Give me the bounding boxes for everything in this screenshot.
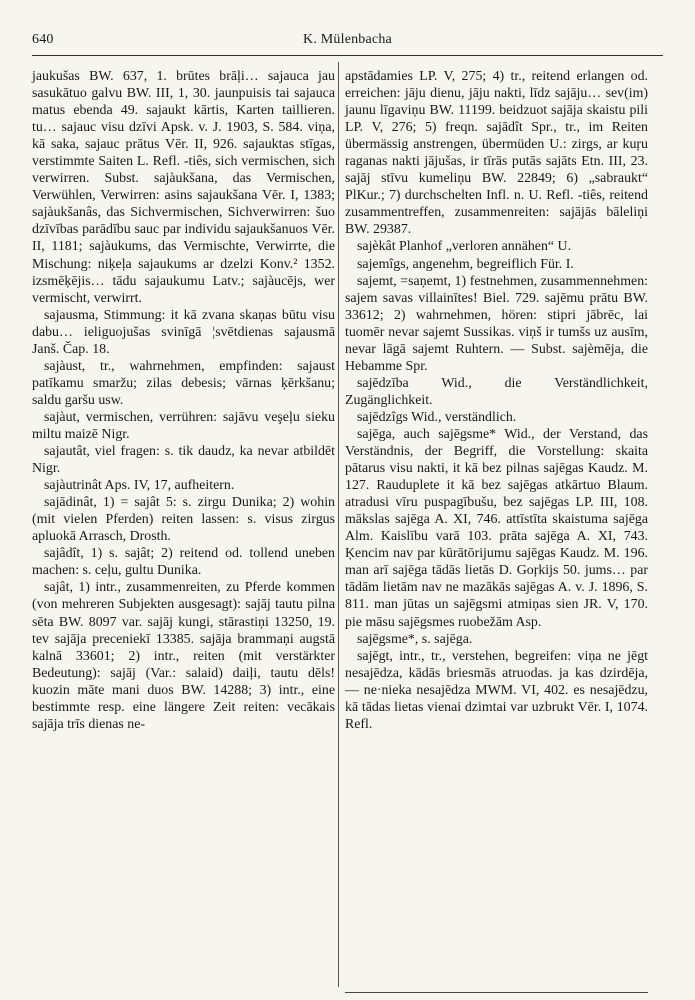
dictionary-entry: sajēgt, intr., tr., verstehen, begreifen: viņa ne jēgt nesajēdza, kādās briesmās atruodas. ja kas dzirdēja, — ne·nieka nesajēdza MWM. VI, 402. es nesajēdzu, kā tādas lietas vienai dzimtai var uzbrukt Vēr. I, 1074. Refl. — [345, 648, 648, 732]
dictionary-entry: jaukušas BW. 637, 1. brūtes brāļi… sajauca jau sasukātuo galvu BW. III, 1, 30. jaunpuisis tai sajauca matus ebenda 49. sajaukt kārtis, Karten taillieren. tu… sajauc visu dzīvi Apsk. v. J. 1903, S. 584. viņa, kā saka, sajauc prātus Vēr. II, 926. sajauktas stīgas, verstimmte Saiten L. Refl. -tiês, sich vermischen, sich verwirren. Subst. sajàukšana, das Vermischen, Verwühlen, Verwirren: asins sajaukšana Vēr. I, 1383; sajàukšanâs, das Sichvermischen, Sichverwirren: šuo dzīvības parādību sauc par individu sajaukšanuos Vēr. II, 1181; sajàukums, das Vermischte, Verwirrte, die Mischung: niķeļa sajaukums ar dzelzi Konv.² 1352. izsmēķējis… tādu sajaukumu Latv.; sajàucējs, wer vermischt, verwirrt. — [32, 69, 335, 306]
column-divider — [338, 62, 339, 987]
dictionary-entry: sajàust, tr., wahrnehmen, empfinden: sajaust patīkamu smaržu; zilas debesis; vārnas ķērkšanu; saldu garšu usw. — [32, 358, 335, 408]
dictionary-entry: sajèkât Planhof „verloren annähen“ U. — [357, 239, 572, 255]
dictionary-entry: sajautât, viel fragen: s. tik daudz, ka nevar atbildēt Nigr. — [32, 444, 335, 477]
dictionary-entry: sajādinât, 1) = sajât 5: s. zirgu Dunika; 2) wohin (mit vielen Pferden) reiten lassen: s. visus zirgus apluokā Arrasch, Drosth. — [32, 495, 335, 545]
dictionary-entry: sajēdzîgs Wid., verständlich. — [357, 409, 517, 425]
dictionary-entry: sajàutrinât Aps. IV, 17, aufheitern. — [44, 478, 235, 494]
dictionary-entry: sajēdzība Wid., die Verständlichkeit, Zugänglichkeit. — [345, 375, 648, 408]
left-column — [32, 68, 335, 733]
running-title: K. Mülenbacha — [303, 32, 392, 47]
dictionary-entry: apstādamies LP. V, 275; 4) tr., reitend erlangen od. erreichen: jāju dienu, jāju nakti, līdz sajāju… sev(im) jaunu līgaviņu BW. 11199. beidzuot sajāja skaistu pili LP. V, 276; 5) freqn. sajādît Spr., tr., im Reiten übermässig anstrengen, übermüden U.: zirgs, ar kuŗu raganas nakti jājušas, ir tīrās putās sajāts Etn. III, 23. sajāj stīvu kumeliņu BW. 22849; 6) „sabraukt“ PlKur.; 7) durchschelten Infl. n. U. Refl. -tiês, reitend zusammentreffen, zusammenreiten: sajājās bāleliņi BW. 29387. — [345, 69, 648, 238]
dictionary-entry: sajēga, auch sajēgsme* Wid., der Verstand, das Verständnis, der Begriff, die Vorstellung: skaita pātarus visu nakti, it kā bez pilnas sajēgas Kaudz. M. 127. Rauduplete it kā bez sajēgas atkārtuo Blaum. atradusi vīru puspagībušu, bez sajēgas LP. III, 108. mākslas sajēga A. XI, 746. attīstīta skaistuma sajēga Alm. Kaislību varā 103. prāta sajēga A. XI, 743. Ķencim nav par kūrātōrijumu sajēgas Kaudz. M. 196. man arī sajēga tādās lietās D. Goŗkijs 50. jums… par tādām lietām nav ne mazākās sajēgas A. v. J. 1896, S. 811. man jūtas un sajēgsmi atmiņas sien JR. V, 170. pie māsu sajēgsmes ruobežām Asp. — [345, 426, 648, 630]
dictionary-entry: sajemîgs, angenehm, begreiflich Für. I. — [357, 256, 574, 272]
dictionary-entry: sajausma, Stimmung: it kā zvana skaņas būtu visu dabu… ieliguojušas svinīgā ¦svētdienas sajausmā Janš. Čap. 18. — [32, 307, 335, 357]
page-number: 640 — [32, 32, 54, 47]
dictionary-entry: sajât, 1) intr., zusammenreiten, zu Pferde kommen (von mehreren Subjekten ausgesagt): sajāj tautu pilna sēta BW. 8097 var. sajāj kungi, stārastiņi 13250, 19. tev sajāja preceniekī 13385. sajāja brammaņi augstā kalnā 33601; 2) intr., reiten (mit verstärkter Bedeutung): sajāj (Var.: salaid) daiļi, tautu dēls! kuozin māte mani duos BW. 14288; 3) intr., eine bestimmte resp. eine längere Zeit reiten: vecākais sajāja trīs dienas ne- — [32, 580, 335, 732]
dictionary-entry: sajâdît, 1) s. sajât; 2) reitend od. tollend uneben machen: s. ceļu, gultu Dunika. — [32, 546, 335, 579]
footer-rule — [345, 992, 648, 993]
header-rule — [32, 55, 663, 56]
page-header — [32, 32, 663, 54]
right-column — [345, 68, 648, 733]
dictionary-entry: sajemt, =saņemt, 1) festnehmen, zusammennehmen: sajem savas villainītes! Biel. 729. sajēmu prātu BW. 33612; 2) wahrnehmen, hören: stipri jābrēc, lai tuomēr nevar sajemt Sussikas. viņš ir tumšs uz ausīm, nevar lāgā sajemt Ruhtern. — Subst. sajèmēja, die Hebamme Spr. — [345, 273, 648, 374]
dictionary-entry: sajēgsme*, s. sajēga. — [357, 631, 473, 647]
dictionary-entry: sajàut, vermischen, verrühren: sajāvu veşeļu sieku miltu maizē Nigr. — [32, 409, 335, 442]
